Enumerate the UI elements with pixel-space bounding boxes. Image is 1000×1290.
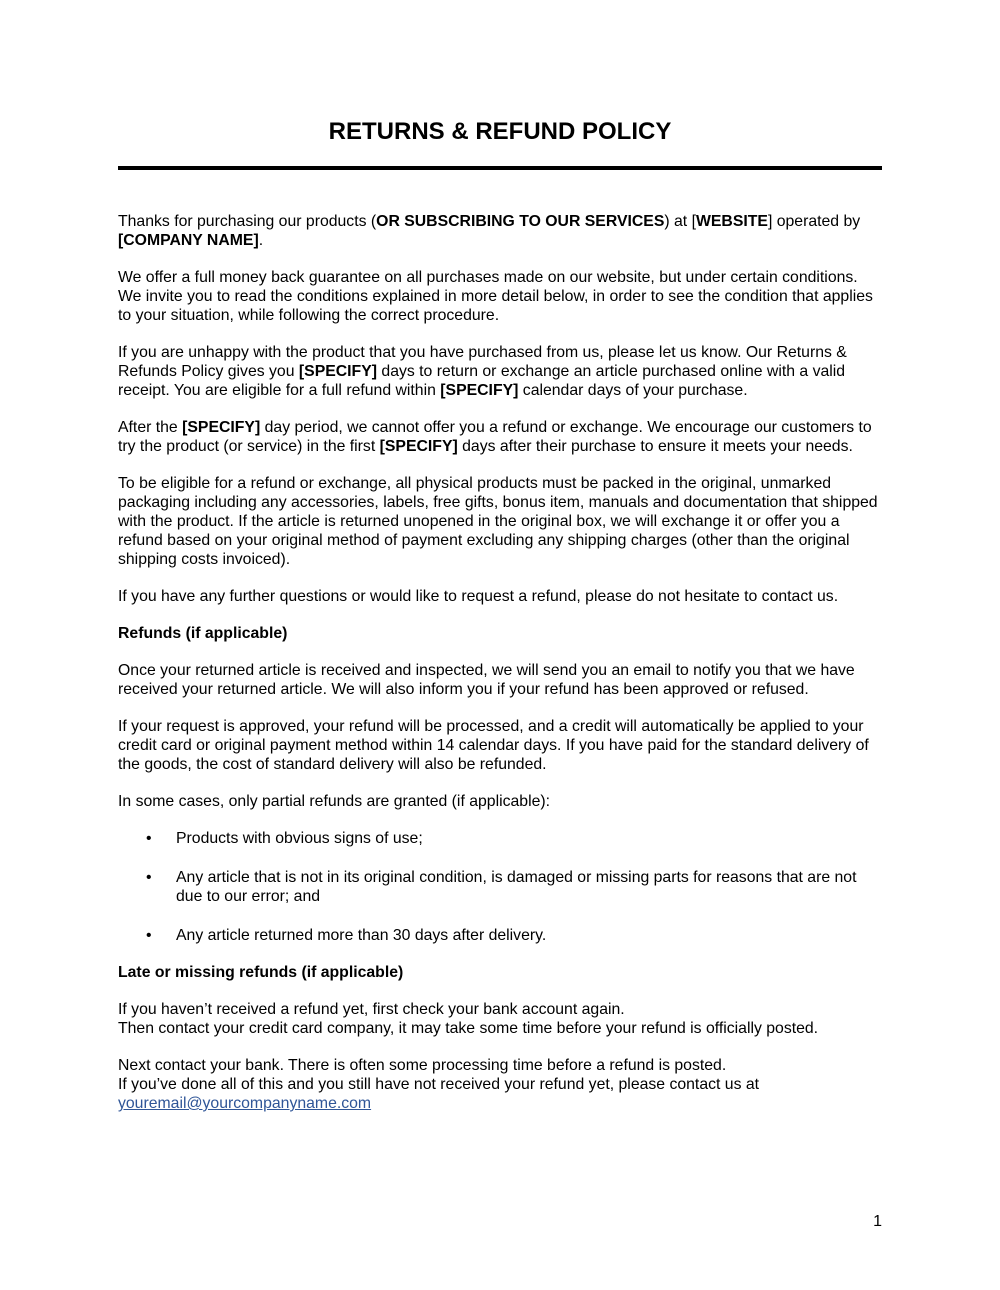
guarantee-paragraph: We offer a full money back guarantee on all purchases made on our website, but under certain conditions. We invite you to read the conditions explained in more detail below, in order to see the condition that applies to your situation, while following the correct procedure. bbox=[118, 269, 873, 324]
document-title: RETURNS & REFUND POLICY bbox=[328, 118, 672, 145]
list-item: • Products with obvious signs of use; bbox=[146, 830, 423, 847]
bullet-icon: • bbox=[146, 927, 152, 944]
title-divider bbox=[118, 166, 882, 170]
refunds-paragraph-2: If your request is approved, your refund will be processed, and a credit will automatically be applied to your credit card or original payment method within 14 calendar days. If you have paid for the standard delivery of the goods, the cost of standard delivery will also be refunded. bbox=[118, 718, 869, 773]
bullet-icon: • bbox=[146, 869, 152, 886]
contact-email-link[interactable]: youremail@yourcompanyname.com bbox=[118, 1095, 372, 1112]
bullet-icon: • bbox=[146, 830, 152, 847]
questions-paragraph: If you have any further questions or would like to request a refund, please do not hesitate to contact us. bbox=[118, 588, 839, 605]
list-item: • Any article that is not in its original condition, is damaged or missing parts for reasons that are not due to our error; and bbox=[146, 869, 857, 905]
late-refunds-paragraph-1: If you haven’t received a refund yet, first check your bank account again. Then contact your credit card company, it may take some time before your refund is officially posted. bbox=[118, 1001, 819, 1037]
late-refunds-heading: Late or missing refunds (if applicable) bbox=[118, 964, 404, 981]
unhappy-paragraph: If you are unhappy with the product that you have purchased from us, please let us know. Our Returns & Refunds Policy gives you [SPECIFY] days to return or exchange an article purchased online with a valid receipt. You are eligible for a full refund within [SPECIFY] calendar days of your purchase. bbox=[118, 344, 847, 399]
eligibility-paragraph: To be eligible for a refund or exchange, all physical products must be packed in the original, unmarked packaging including any accessories, labels, free gifts, bonus item, manuals and documentation that shipped with the product. If the article is returned unopened in the original box, we will exchange it or offer you a refund based on your original method of payment excluding any shipping charges (other than the original shipping costs invoiced). bbox=[118, 475, 878, 568]
list-item: • Any article returned more than 30 days after delivery. bbox=[146, 927, 547, 944]
document-body bbox=[118, 212, 882, 1131]
page-number: 1 bbox=[873, 1213, 882, 1230]
refunds-heading: Refunds (if applicable) bbox=[118, 625, 288, 642]
refunds-paragraph-3: In some cases, only partial refunds are granted (if applicable): bbox=[118, 793, 551, 810]
after-period-paragraph: After the [SPECIFY] day period, we cannot offer you a refund or exchange. We encourage our customers to try the product (or service) in the first [SPECIFY] days after their purchase to ensure it meets your needs. bbox=[118, 419, 872, 455]
partial-refund-list bbox=[118, 829, 882, 945]
refunds-paragraph-1: Once your returned article is received and inspected, we will send you an email to notify you that we have received your returned article. We will also inform you if your refund has been approved or refused. bbox=[118, 662, 855, 698]
intro-paragraph: Thanks for purchasing our products (OR SUBSCRIBING TO OUR SERVICES) at [WEBSITE] operated by [COMPANY NAME]. bbox=[118, 213, 861, 249]
late-refunds-paragraph-2: Next contact your bank. There is often some processing time before a refund is posted. If you’ve done all of this and you still have not received your refund yet, please contact us at youremail@yourcompanyname.com bbox=[118, 1057, 760, 1112]
